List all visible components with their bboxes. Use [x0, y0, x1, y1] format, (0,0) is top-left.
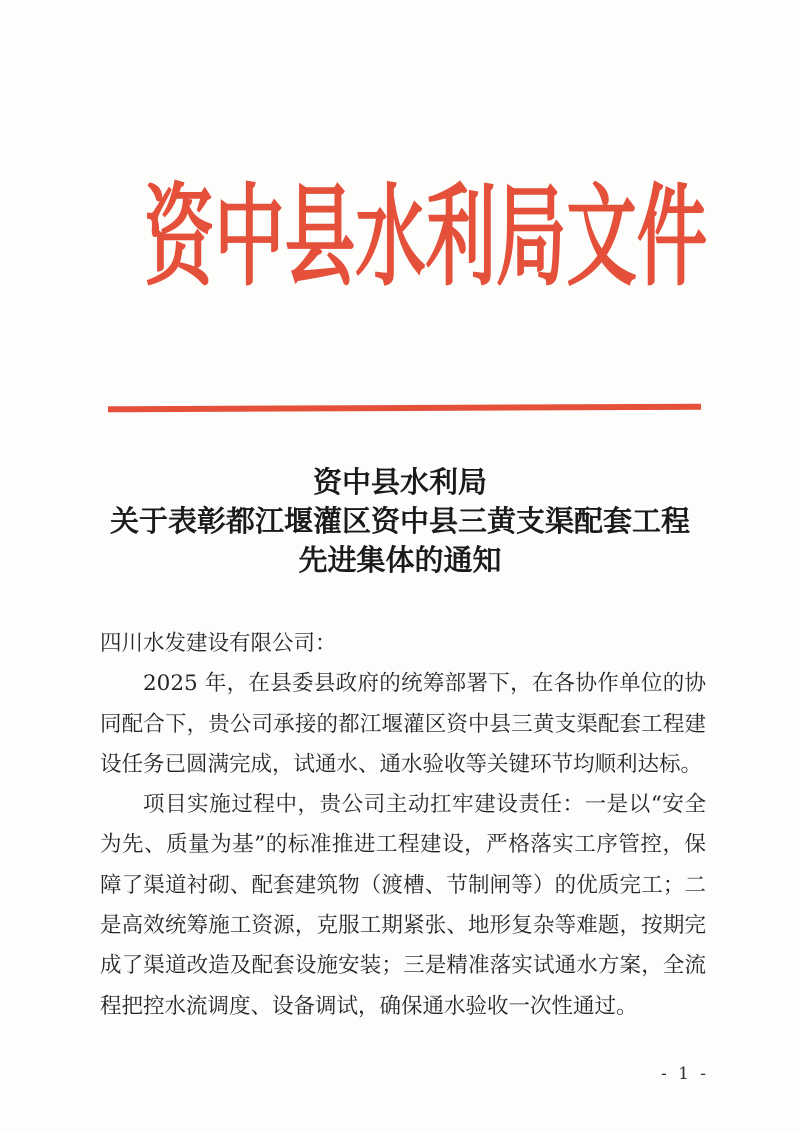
- page-number: - 1 -: [660, 1064, 710, 1084]
- document-body: [100, 624, 706, 1027]
- body-paragraph-1: 2025 年，在县委县政府的统筹部署下，在各协作单位的协同配合下，贵公司承接的都江堰灌区资中县三黄支渠配套工程建设任务已圆满完成，试通水、通水验收等关键环节均顺利达标。: [100, 671, 706, 777]
- red-divider-line: [108, 404, 701, 413]
- salutation: 四川水发建设有限公司：: [100, 631, 337, 656]
- document-title-line-2: 关于表彰都江堰灌区资中县三黄支渠配套工程: [109, 504, 690, 538]
- document-title: [0, 463, 800, 580]
- document-title-line-1: 资中县水利局: [312, 465, 487, 499]
- agency-banner-title: 资中县水利局文件: [144, 172, 708, 301]
- body-paragraph-2: 项目实施过程中，贵公司主动扛牢建设责任：一是以“安全为先、质量为基”的标准推进工程建设，严格落实工序管控，保障了渠道衬砌、配套建筑物（渡槽、节制闸等）的优质完工；二是高效统筹施工资源，克服工期紧张、地形复杂等难题，按期完成了渠道改造及配套设施安装；三是精准落实试通水方案，全流程把控水流调度、设备调试，确保通水验收一次性通过。: [100, 792, 706, 1019]
- document-title-line-3: 先进集体的通知: [298, 543, 502, 577]
